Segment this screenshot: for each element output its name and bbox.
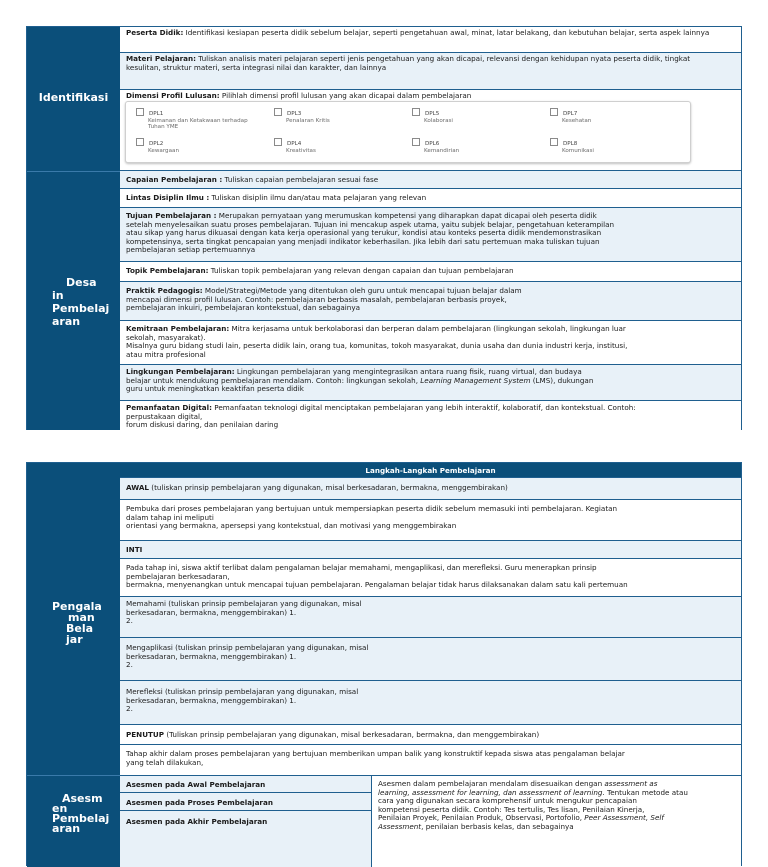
profil-label: Dimensi Profil Lulusan: (126, 91, 220, 100)
capaian-row: Capaian Pembelajaran : Tuliskan capaian pembelajaran sesuai fase (120, 171, 741, 189)
identifikasi-desain-content (120, 27, 741, 431)
memahami-row: Memahami (tuliskan prinsip pembelajaran yang digunakan, misal berkesadaran, bermakna, menggembirakan) 1. 2. (120, 597, 741, 638)
langkah-asesmen-table (26, 462, 742, 866)
dpl-option[interactable]: DPL1 Keimanan dan Ketakwaan terhadap Tuhan YME (136, 108, 248, 131)
materi-text-1: Tuliskan analisis materi pelajaran seperti jenis pengetahuan yang akan dicapai, relevansi dengan kehidupan nyata peserta didik, tingkat (195, 54, 691, 63)
penutup-row: PENUTUP (Tuliskan prinsip pembelajaran yang digunakan, misal berkesadaran, bermakna, dan menggembirakan) (120, 725, 741, 745)
praktik-row: Praktik Pedagogis: Model/Strategi/Metode yang ditentukan oleh guru untuk mencapai tujuan belajar dalam mencapai dimensi profil lulusan. Contoh: pembelajaran berbasis masalah, pembelajaran berbasis proyek, pembelajaran inkuiri, pembelajaran kontekstual, dan sebagainya (120, 282, 741, 321)
asesmen-description: Asesmen dalam pembelajaran mendalam disesuaikan dengan assessment as learning, assessment for learning, dan assessment of learning. Tentukan metode atau cara yang digunakan secara komprehensif untuk mengukur pencapaian kompetensi peserta didik. Contoh: Tes tertulis, Tes lisan, Penilaian Kinerja, Penilaian Proyek, Penilaian Produk, Observasi, Portofolio, Peer Assessment, Self Assessment, penilaian berbasis kelas, dan sebagainya (372, 775, 741, 867)
asesmen-akhir: Asesmen pada Akhir Pembelajaran (126, 817, 268, 826)
mengaplikasi-row: Mengaplikasi (tuliskan prinsip pembelajaran yang digunakan, misal berkesadaran, bermakna, menggembirakan) 1. 2. (120, 638, 741, 681)
materi-row (120, 53, 741, 90)
langkah-header: Langkah-Langkah Pembelajaran (120, 463, 741, 478)
identifikasi-label: Identifikasi (38, 91, 109, 104)
profil-options-box (125, 101, 691, 163)
langkah-content (120, 463, 741, 867)
pengalaman-label-2: man (68, 611, 95, 624)
identifikasi-side (27, 27, 120, 171)
pengalaman-label-4: jar (66, 633, 83, 646)
desain-side (27, 171, 120, 430)
materi-text-2: kesulitan, struktur materi, serta integrasi nilai dan karakter, dan lainnya (126, 62, 387, 72)
asesmen-label-4: aran (52, 822, 81, 835)
asesmen-side (27, 775, 120, 867)
dpl-option[interactable]: DPL8 Komunikasi (550, 138, 594, 154)
materi-label: Materi Pelajaran: (126, 54, 196, 63)
pengalaman-side (27, 463, 120, 775)
checkbox[interactable] (136, 108, 144, 116)
profil-row (120, 90, 741, 171)
asesmen-label-1: Asesm (62, 792, 103, 805)
checkbox[interactable] (274, 138, 282, 146)
dpl-option[interactable]: DPL6 Kemandirian (412, 138, 459, 154)
checkbox[interactable] (412, 108, 420, 116)
asesmen-label-2: en (52, 802, 68, 815)
tujuan-row: Tujuan Pembelajaran : Merupakan pernyataan yang merumuskan kompetensi yang diharapkan dapat dicapai oleh peserta didik setelah menyelesaikan suatu proses pembelajaran. Tujuan ini mencakup aspek utama, yaitu subjek belajar, pengetahuan keterampilan atau sikap yang harus dikuasai dengan kata kerja operasional yang terukur, kondisi atau konteks peserta didik mendemonstrasikan kompetensinya, serta tingkat pencapaian yang menjadi indikator keberhasilan. Jika lebih dari satu pertemuan maka tuliskan tujuan pembelajaran setiap pertemuannya (120, 208, 741, 262)
checkbox[interactable] (550, 108, 558, 116)
dpl-option[interactable]: DPL7 Kesehatan (550, 108, 591, 124)
kemitraan-row: Kemitraan Pembelajaran: Mitra kerjasama untuk berkolaborasi dan berperan dalam pembelajaran (lingkungan sekolah, lingkungan luar sekolah, masyarakat). Misalnya guru bidang studi lain, peserta didik lain, orang tua, komunitas, tokoh masyarakat, dunia usaha dan dunia industri kerja, institusi, atau mitra profesional (120, 321, 741, 365)
checkbox[interactable] (136, 138, 144, 146)
checkbox[interactable] (412, 138, 420, 146)
pengalaman-label-1: Pengala (52, 600, 102, 613)
digital-row: Pemanfaatan Digital: Pemanfaatan teknologi digital menciptakan pembelajaran yang lebih interaktif, kolaboratif, dan kontekstual. Contoh: perpustakaan digital, forum diskusi daring, dan penilaian daring (120, 401, 741, 431)
desain-label-3: Pembelaj (52, 302, 110, 315)
peserta-didik-label: Peserta Didik: (126, 28, 184, 37)
lintas-row: Lintas Disiplin Ilmu : Tuliskan disiplin ilmu dan/atau mata pelajaran yang relevan (120, 189, 741, 208)
lingkungan-row: Lingkungan Pembelajaran: Lingkungan pembelajaran yang mengintegrasikan antara ruang fisik, ruang virtual, dan budaya belajar untuk mendukung pembelajaran mendalam. Contoh: lingkungan sekolah, Learning Management System (LMS), dukungan guru untuk meningkatkan keaktifan peserta didik (120, 365, 741, 401)
peserta-didik-text: Identifikasi kesiapan peserta didik sebelum belajar, seperti pengetahuan awal, minat, latar belakang, dan kebutuhan belajar, serta aspek lainnya (183, 28, 710, 37)
asesmen-awal: Asesmen pada Awal Pembelajaran (120, 776, 371, 793)
inti-desc-row: Pada tahap ini, siswa aktif terlibat dalam pengalaman belajar memahami, mengaplikasi, dan merefleksi. Guru menerapkan prinsip pembelajaran berkesadaran, bermakna, menyenangkan untuk mencapai tujuan pembelajaran. Pengalaman belajar tidak harus dilaksanakan dalam satu kali pertemuan (120, 559, 741, 597)
awal-desc-row: Pembuka dari proses pembelajaran yang bertujuan untuk mempersiapkan peserta didik sebelum memasuki inti pembelajaran. Kegiatan dalam tahap ini meliputi orientasi yang bermakna, apersepsi yang kontekstual, dan motivasi yang menggembirakan (120, 500, 741, 541)
identifikasi-desain-table (26, 26, 742, 430)
desain-label-4: aran (52, 315, 81, 328)
dpl-option[interactable]: DPL5 Kolaborasi (412, 108, 453, 124)
awal-row: AWAL (tuliskan prinsip pembelajaran yang digunakan, misal berkesadaran, bermakna, menggembirakan) (120, 478, 741, 500)
desain-label-2: in (52, 289, 64, 302)
dpl-option[interactable]: DPL3 Penalaran Kritis (274, 108, 330, 124)
desain-label-1: Desa (66, 276, 97, 289)
asesmen-list (120, 775, 372, 867)
asesmen-proses: Asesmen pada Proses Pembelajaran (120, 793, 371, 811)
dpl-option[interactable]: DPL2 Kewargaan (136, 138, 179, 154)
pengalaman-label-3: Bela (66, 622, 94, 635)
profil-text: Pilihlah dimensi profil lulusan yang akan dicapai dalam pembelajaran (219, 91, 472, 100)
checkbox[interactable] (550, 138, 558, 146)
topik-row: Topik Pembelajaran: Tuliskan topik pembelajaran yang relevan dengan capaian dan tujuan pembelajaran (120, 262, 741, 282)
checkbox[interactable] (274, 108, 282, 116)
penutup-desc-row: Tahap akhir dalam proses pembelajaran yang bertujuan memberikan umpan balik yang konstruktif kepada siswa atas pengalaman belajar yang telah dilakukan, (120, 745, 741, 775)
inti-row: INTI (120, 541, 741, 559)
merefleksi-row: Merefleksi (tuliskan prinsip pembelajaran yang digunakan, misal berkesadaran, bermakna, menggembirakan) 1. 2. (120, 681, 741, 725)
asesmen-label-3: Pembelaj (52, 812, 110, 825)
dpl-option[interactable]: DPL4 Kreativitas (274, 138, 316, 154)
peserta-didik-row (120, 27, 741, 53)
